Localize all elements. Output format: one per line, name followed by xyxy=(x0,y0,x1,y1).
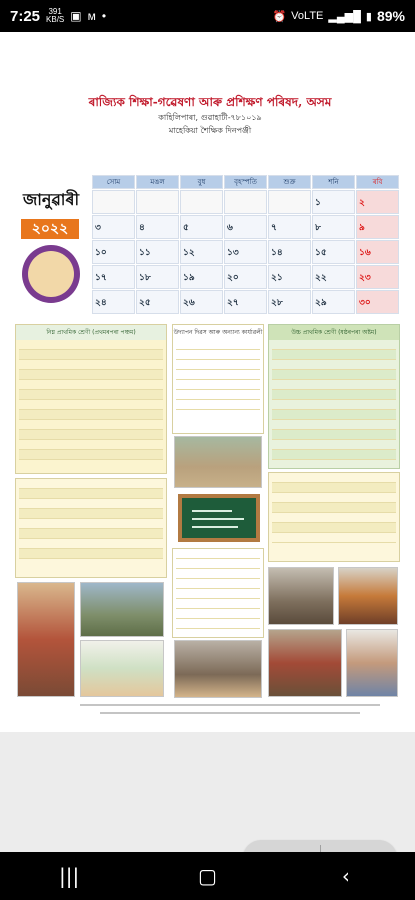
status-bar xyxy=(0,0,415,32)
table-row xyxy=(19,529,163,539)
calendar-day xyxy=(224,215,267,239)
footer-note-line xyxy=(100,712,360,714)
day-number: ১৭ xyxy=(95,272,107,283)
day-number: ১৬ xyxy=(359,247,371,258)
day-number: ১৯ xyxy=(183,272,195,283)
table-row xyxy=(176,350,260,360)
photo-students-group xyxy=(174,640,262,698)
day-number: ১২ xyxy=(183,247,195,258)
day-number: ৪ xyxy=(139,222,145,233)
day-number: ৮ xyxy=(315,222,321,233)
day-number: ১৪ xyxy=(271,247,283,258)
section-lower-primary xyxy=(15,324,167,474)
volte-label: VoLTE xyxy=(291,10,324,22)
calendar-day xyxy=(136,290,179,314)
photo-art-work xyxy=(338,567,398,625)
table-row xyxy=(19,479,163,489)
data-speed: 391 KB/S xyxy=(46,7,65,24)
calendar-day xyxy=(356,190,399,214)
calendar-day xyxy=(356,290,399,314)
table-row xyxy=(272,473,396,483)
table-row xyxy=(272,370,396,380)
table-row xyxy=(19,509,163,519)
day-number: ২৪ xyxy=(95,297,107,308)
calendar-day xyxy=(312,190,355,214)
table-row xyxy=(19,499,163,509)
footer-note-line xyxy=(80,704,380,706)
calendar-day xyxy=(268,190,311,214)
logo-inner xyxy=(28,251,74,297)
table-row xyxy=(272,513,396,523)
calendar-day xyxy=(180,265,223,289)
table-row xyxy=(176,370,260,380)
section-activities-list xyxy=(172,548,264,638)
table-row xyxy=(176,549,260,559)
day-number: ১৮ xyxy=(139,272,151,283)
day-number: ৩ xyxy=(95,222,101,233)
calendar-day xyxy=(312,290,355,314)
chalk-line xyxy=(192,526,238,528)
section-upper-notes xyxy=(268,472,400,562)
back-icon: ‹ xyxy=(341,864,350,888)
back-button[interactable] xyxy=(316,864,376,888)
table-row xyxy=(176,360,260,370)
calendar-day xyxy=(268,240,311,264)
recent-apps-button[interactable] xyxy=(39,864,99,888)
dot-icon: • xyxy=(101,9,107,23)
table-row xyxy=(176,589,260,599)
day-number: ২৯ xyxy=(315,297,327,308)
battery-icon: ▮ xyxy=(365,10,372,23)
photo-drawing xyxy=(80,640,164,697)
calendar-day xyxy=(224,190,267,214)
pdf-viewer[interactable] xyxy=(0,32,415,852)
table-row xyxy=(19,440,163,450)
weekday-wed: বুধ xyxy=(180,175,223,189)
table-row xyxy=(272,390,396,400)
calendar-day xyxy=(92,265,135,289)
document-address: কাহিলিপাৰা, গুৱাহাটী-৭৮১০১৯ xyxy=(158,113,262,122)
calendar-week-row xyxy=(92,240,400,264)
day-number: ২৩ xyxy=(359,272,371,283)
day-number: ৩০ xyxy=(359,297,371,308)
day-number: ২৮ xyxy=(271,297,283,308)
calendar-day xyxy=(136,215,179,239)
document-subtitle: মাহেকিয়া শৈক্ষিক দিনপঞ্জী xyxy=(168,126,252,135)
photo-student-reading xyxy=(346,629,398,697)
table-row xyxy=(19,539,163,549)
calendar-day xyxy=(180,240,223,264)
day-number: ৭ xyxy=(271,222,277,233)
table-row xyxy=(272,503,396,513)
day-number: ৫ xyxy=(183,222,189,233)
table-row xyxy=(19,400,163,410)
table-row xyxy=(19,450,163,460)
calendar-week-row xyxy=(92,265,400,289)
day-number: ১০ xyxy=(95,247,107,258)
document-page xyxy=(0,32,415,732)
table-row xyxy=(176,569,260,579)
table-row xyxy=(272,340,396,350)
calendar-day xyxy=(136,240,179,264)
calendar-day xyxy=(224,240,267,264)
document-title: ৰাজ্যিক শিক্ষা-গৱেষণা আৰু প্ৰশিক্ষণ পৰিষদ, অসম xyxy=(88,95,332,109)
day-number: ৯ xyxy=(359,222,365,233)
calendar-month-panel xyxy=(15,175,87,320)
calendar-day xyxy=(356,215,399,239)
day-number: ২৬ xyxy=(183,297,195,308)
table-row xyxy=(19,430,163,440)
signal-icon: ▂▄▆█ xyxy=(328,10,361,23)
navigation-bar xyxy=(0,852,415,900)
section-celebration-title: উদ্যাপন দিৱস আৰু অন্যান্য কাৰ্যাৱলী xyxy=(173,325,263,340)
table-row xyxy=(176,400,260,410)
calendar-day xyxy=(92,290,135,314)
weekday-thu: বৃহস্পতি xyxy=(224,175,267,189)
weekday-tue: মঙল xyxy=(136,175,179,189)
table-row xyxy=(272,410,396,420)
table-row xyxy=(272,523,396,533)
chalkboard-image xyxy=(178,494,260,542)
section-upper-primary-title: উচ্চ প্ৰাথমিক শ্ৰেণী (ষষ্ঠৰপৰা অষ্টম) xyxy=(269,325,399,340)
day-number: ১১ xyxy=(139,247,151,258)
day-number: ৬ xyxy=(227,222,233,233)
home-button[interactable] xyxy=(177,864,237,888)
calendar-day xyxy=(268,290,311,314)
calendar-day xyxy=(136,265,179,289)
table-row xyxy=(272,420,396,430)
weekday-sat: শনি xyxy=(312,175,355,189)
calendar-day xyxy=(312,265,355,289)
photo-classroom xyxy=(174,436,262,488)
table-row xyxy=(272,350,396,360)
image-icon: ▣ xyxy=(70,9,82,23)
calendar-day xyxy=(224,265,267,289)
table-row xyxy=(176,599,260,609)
table-row xyxy=(272,430,396,440)
day-number: ১৫ xyxy=(315,247,327,258)
table-row xyxy=(19,340,163,350)
table-row xyxy=(272,440,396,450)
scert-logo xyxy=(22,245,80,303)
table-row xyxy=(272,360,396,370)
table-row xyxy=(272,380,396,390)
table-row xyxy=(19,380,163,390)
table-row xyxy=(19,390,163,400)
table-row xyxy=(19,360,163,370)
year-badge: ২০২২ xyxy=(21,219,79,239)
table-row xyxy=(176,559,260,569)
calendar-week-row xyxy=(92,290,400,314)
alarm-icon: ⏰ xyxy=(272,10,287,23)
day-number: ২৭ xyxy=(227,297,239,308)
weekday-mon: সোম xyxy=(92,175,135,189)
day-number: ২২ xyxy=(315,272,327,283)
calendar-day xyxy=(356,265,399,289)
chalk-line xyxy=(192,510,232,512)
calendar-day xyxy=(92,215,135,239)
table-row xyxy=(19,420,163,430)
calendar-day xyxy=(224,290,267,314)
m-app-icon: ᴍ xyxy=(87,9,96,23)
day-number: ২৫ xyxy=(139,297,151,308)
chalk-line xyxy=(192,518,244,520)
calendar-weeks xyxy=(92,190,400,314)
table-row xyxy=(19,519,163,529)
calendar-day xyxy=(356,240,399,264)
table-row xyxy=(272,533,396,543)
table-row xyxy=(176,579,260,589)
calendar-week-row xyxy=(92,215,400,239)
table-row xyxy=(272,400,396,410)
day-number: ২১ xyxy=(271,272,283,283)
table-row xyxy=(19,410,163,420)
section-upper-primary xyxy=(268,324,400,469)
table-row xyxy=(176,619,260,629)
table-row xyxy=(272,450,396,460)
calendar-week-row xyxy=(92,190,400,214)
table-row xyxy=(176,390,260,400)
calendar-day xyxy=(268,215,311,239)
table-row xyxy=(19,489,163,499)
table-row xyxy=(176,380,260,390)
table-row xyxy=(272,493,396,503)
table-row xyxy=(272,483,396,493)
clock: 7:25 xyxy=(10,7,41,25)
recent-apps-icon: ||| xyxy=(59,864,80,888)
day-number: ১৩ xyxy=(227,247,239,258)
calendar-day xyxy=(92,240,135,264)
table-row xyxy=(176,609,260,619)
home-icon: ▢ xyxy=(198,864,217,888)
section-lower-notes xyxy=(15,478,167,578)
calendar-grid xyxy=(92,175,400,320)
calendar-day xyxy=(312,240,355,264)
table-row xyxy=(19,370,163,380)
calendar-day xyxy=(136,190,179,214)
weekday-sun: ৰবি xyxy=(356,175,399,189)
day-number: ২ xyxy=(359,197,365,208)
calendar-day xyxy=(92,190,135,214)
weekday-header-row xyxy=(92,175,400,189)
calendar-day xyxy=(268,265,311,289)
photo-clay-model xyxy=(268,567,334,625)
calendar-day xyxy=(180,190,223,214)
section-lower-primary-title: নিম্ন প্ৰাথমিক শ্ৰেণী (প্ৰথমৰপৰা পঞ্চম) xyxy=(16,325,166,340)
table-row xyxy=(19,350,163,360)
battery-percent: 89% xyxy=(376,8,405,24)
weekday-fri: শুক্ৰ xyxy=(268,175,311,189)
calendar-day xyxy=(180,290,223,314)
calendar-day xyxy=(180,215,223,239)
day-number: ১ xyxy=(315,197,321,208)
calendar-day xyxy=(312,215,355,239)
photo-children xyxy=(17,582,75,697)
table-row xyxy=(176,340,260,350)
section-celebration-days xyxy=(172,324,264,434)
day-number: ২০ xyxy=(227,272,239,283)
month-name: জানুৱাৰী xyxy=(22,190,80,209)
status-right xyxy=(272,8,405,24)
table-row xyxy=(19,549,163,559)
photo-outdoor-class xyxy=(80,582,164,637)
photo-craft-table xyxy=(268,629,342,697)
